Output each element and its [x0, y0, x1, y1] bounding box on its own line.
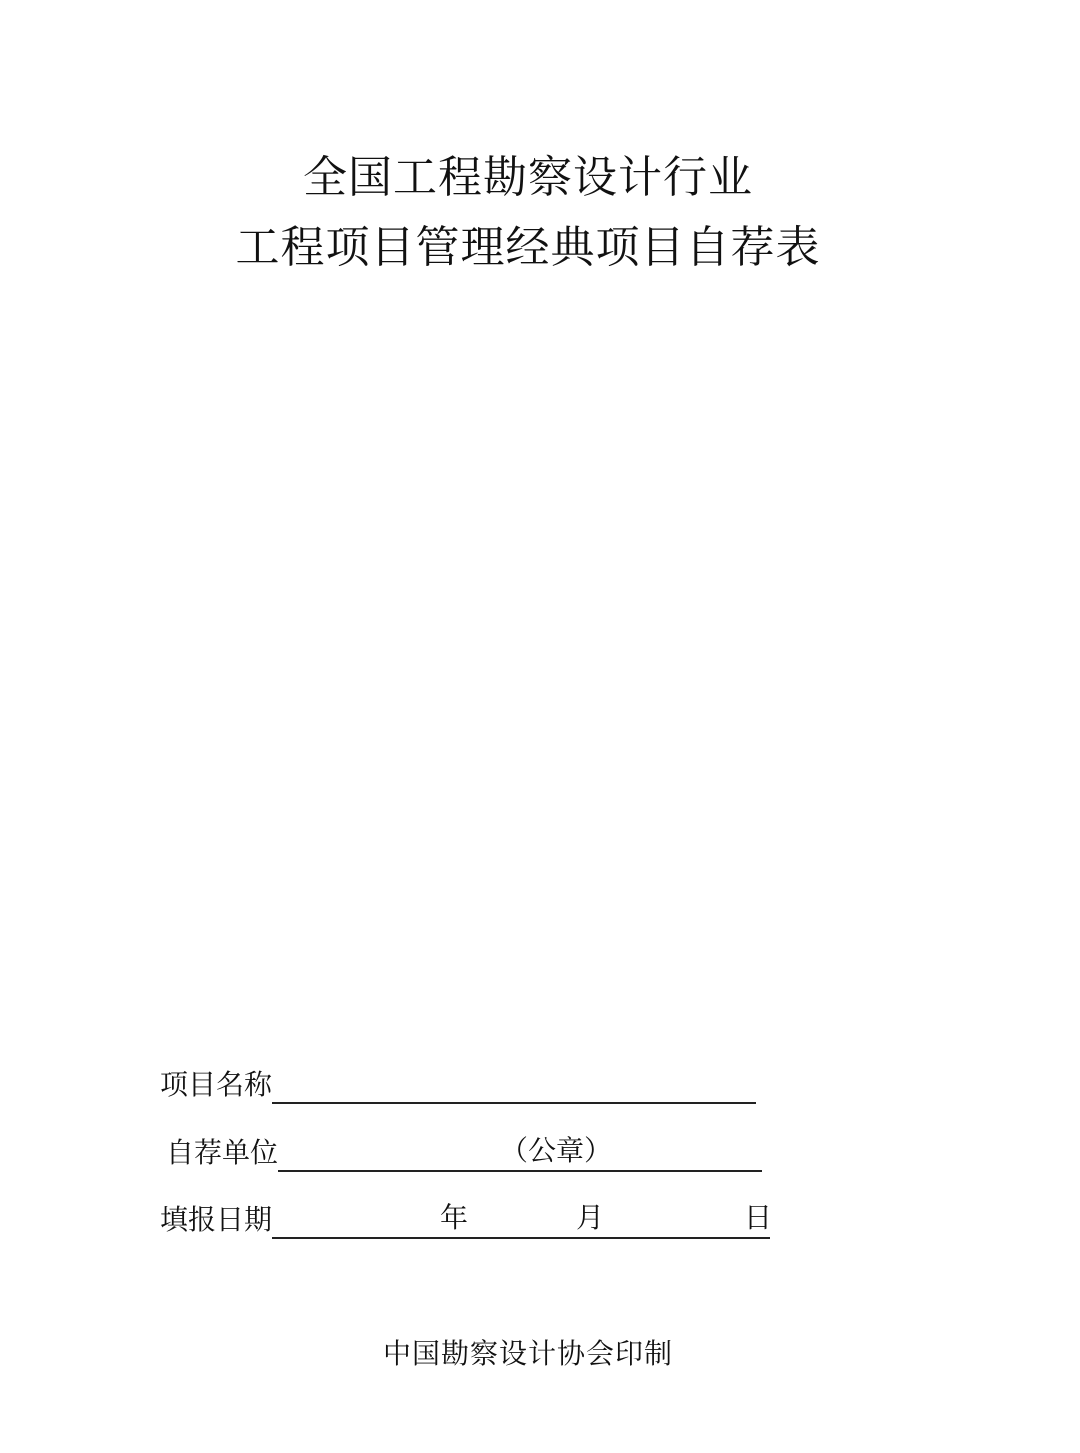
document-title	[0, 143, 1056, 283]
recommending-unit-label: 自荐单位	[166, 1136, 279, 1169]
recommending-unit-field[interactable]	[278, 1134, 762, 1172]
project-name-row	[160, 1060, 756, 1104]
recommending-unit-row	[166, 1128, 762, 1172]
seal-note: （公章）	[500, 1134, 613, 1167]
fill-date-label: 填报日期	[160, 1203, 273, 1236]
month-label: 月	[576, 1201, 605, 1234]
day-label: 日	[744, 1201, 773, 1234]
year-label: 年	[440, 1201, 469, 1234]
fill-date-row	[160, 1195, 773, 1239]
project-name-field[interactable]	[272, 1066, 756, 1104]
project-name-label: 项目名称	[160, 1068, 273, 1101]
title-line-1: 全国工程勘察设计行业	[303, 152, 753, 203]
publisher-note: 中国勘察设计协会印制	[382, 1337, 673, 1370]
title-line-2: 工程项目管理经典项目自荐表	[235, 222, 821, 273]
fill-date-field[interactable]	[272, 1201, 773, 1239]
